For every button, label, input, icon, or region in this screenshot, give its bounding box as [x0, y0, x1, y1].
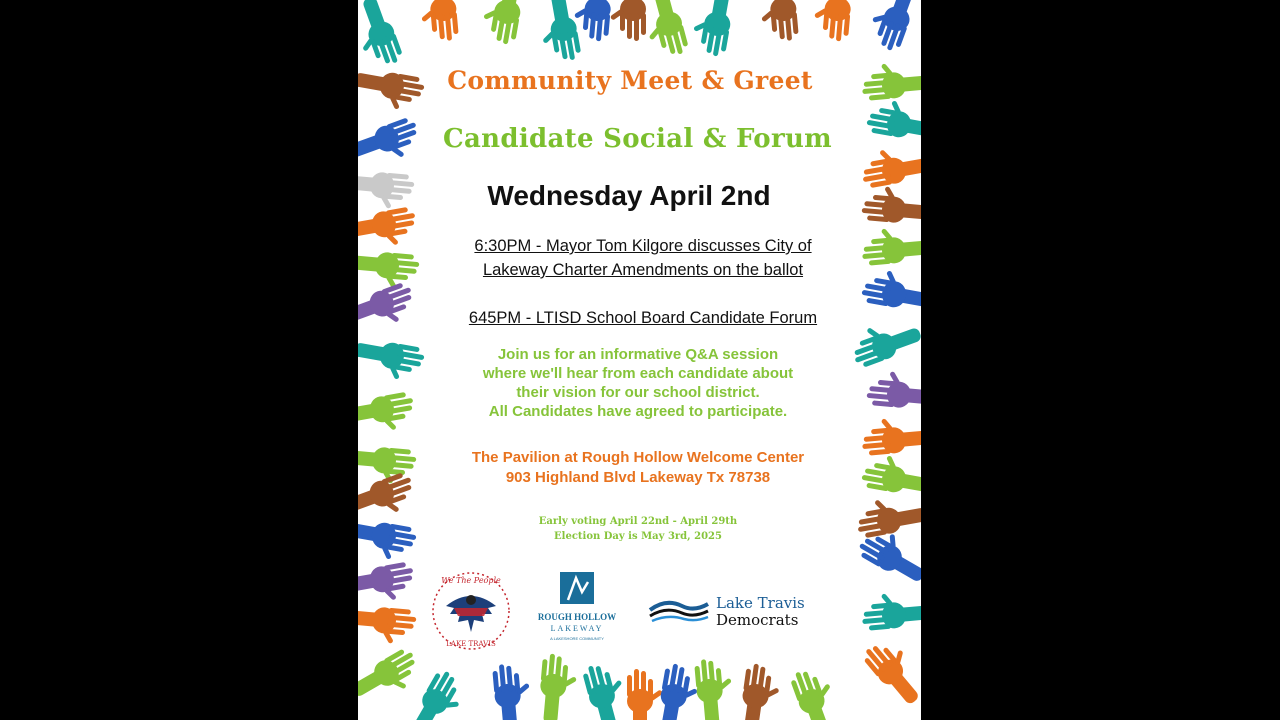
headline: Community Meet & Greet	[447, 66, 813, 95]
location-address: 903 Highland Blvd Lakeway Tx 78738	[505, 469, 771, 486]
schedule-item-mayor-line1: 6:30PM - Mayor Tom Kilgore discusses City of	[474, 237, 812, 255]
rough-hollow-emblem	[526, 570, 628, 646]
svg-text:ROUGH HOLLOW: ROUGH HOLLOW	[537, 612, 617, 622]
eagle-icon	[426, 566, 516, 656]
svg-text:We The People: We The People	[441, 576, 501, 585]
schedule-item-forum	[448, 306, 838, 330]
ltd-name	[716, 595, 826, 629]
schedule-item-mayor	[448, 234, 838, 282]
waves-icon	[648, 596, 710, 626]
ltd-line2: Democrats	[716, 611, 799, 629]
schedule-item-forum-line1: 645PM - LTISD School Board Candidate Forum	[468, 309, 818, 327]
svg-text:LAKEWAY: LAKEWAY	[550, 624, 604, 633]
event-description	[438, 345, 838, 421]
subheadline: Candidate Social & Forum	[443, 124, 832, 154]
event-date: Wednesday April 2nd	[487, 180, 771, 211]
event-flyer	[358, 0, 921, 720]
svg-text:LAKE TRAVIS: LAKE TRAVIS	[446, 640, 496, 648]
event-location	[438, 448, 838, 488]
voting-info	[498, 514, 778, 544]
ltd-line1: Lake Travis	[716, 594, 805, 612]
description-line: where we'll hear from each candidate about	[482, 365, 794, 382]
early-voting: Early voting April 22nd - April 29th	[538, 516, 738, 527]
location-name: The Pavilion at Rough Hollow Welcome Center	[471, 449, 805, 466]
description-line: their vision for our school district.	[516, 384, 760, 401]
schedule-item-mayor-line2: Lakeway Charter Amendments on the ballot	[482, 261, 804, 279]
rough-hollow-logo	[526, 570, 628, 646]
description-line: Join us for an informative Q&A session	[497, 346, 779, 363]
election-day: Election Day is May 3rd, 2025	[554, 531, 722, 542]
we-the-people-logo	[426, 566, 516, 656]
lake-travis-democrats-logo	[648, 594, 818, 634]
description-line: All Candidates have agreed to participate.	[488, 403, 788, 420]
svg-text:A LAKESHORE COMMUNITY: A LAKESHORE COMMUNITY	[550, 636, 604, 641]
